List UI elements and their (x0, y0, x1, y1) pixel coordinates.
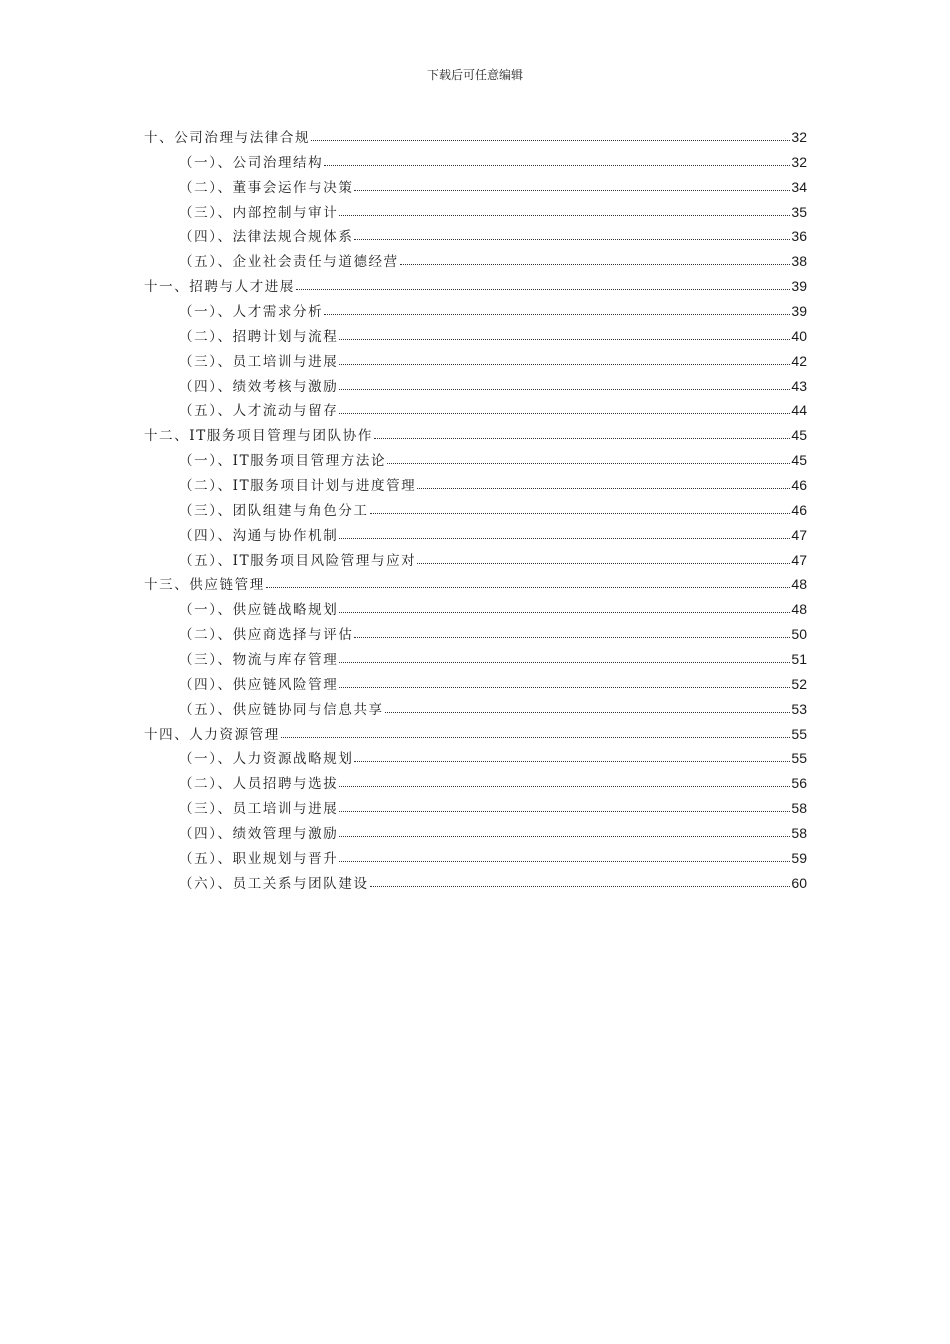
toc-entry-title: （二）、IT服务项目计划与进度管理 (179, 478, 417, 495)
toc-dot-leader (324, 154, 790, 166)
toc-dot-leader (339, 204, 790, 216)
toc-chapter-entry[interactable] (144, 424, 807, 449)
toc-entry-title: （五）、人才流动与留存 (179, 403, 339, 420)
toc-page-number: 47 (791, 551, 807, 568)
toc-section-entry[interactable] (144, 747, 807, 772)
toc-page-number: 52 (791, 675, 807, 692)
toc-entry-title: （二）、供应商选择与评估 (179, 627, 354, 644)
toc-dot-leader (339, 800, 790, 812)
toc-section-entry[interactable] (144, 524, 807, 549)
toc-dot-leader (387, 452, 790, 464)
toc-page-number: 48 (791, 576, 807, 593)
toc-dot-leader (339, 676, 790, 688)
toc-page-number: 32 (791, 153, 807, 170)
toc-entry-title: （四）、绩效考核与激励 (179, 378, 339, 395)
toc-dot-leader (370, 502, 791, 514)
toc-section-entry[interactable] (144, 598, 807, 623)
toc-page-number: 60 (791, 874, 807, 891)
toc-section-entry[interactable] (144, 350, 807, 375)
toc-page-number: 45 (791, 427, 807, 444)
toc-page-number: 42 (791, 352, 807, 369)
toc-page-number: 38 (791, 253, 807, 270)
toc-entry-title: 十、公司治理与法律合规 (144, 130, 311, 146)
toc-page-number: 32 (791, 129, 807, 145)
toc-entry-title: （五）、IT服务项目风险管理与应对 (179, 552, 417, 569)
toc-dot-leader (400, 254, 791, 266)
toc-entry-title: （四）、绩效管理与激励 (179, 826, 339, 843)
toc-entry-title: （二）、招聘计划与流程 (179, 328, 339, 345)
toc-section-entry[interactable] (144, 797, 807, 822)
toc-page-number: 55 (791, 725, 807, 742)
toc-entry-title: （三）、员工培训与进展 (179, 801, 339, 818)
toc-entry-title: （四）、供应链风险管理 (179, 676, 339, 693)
toc-dot-leader (354, 179, 790, 191)
table-of-contents (144, 126, 807, 897)
toc-entry-title: （五）、职业规划与晋升 (179, 850, 339, 867)
toc-section-entry[interactable] (144, 772, 807, 797)
toc-dot-leader (281, 726, 791, 738)
toc-page-number: 34 (791, 178, 807, 195)
toc-entry-title: 十四、人力资源管理 (144, 726, 280, 743)
header-note: 下载后可任意编辑 (426, 68, 523, 82)
toc-dot-leader (354, 626, 790, 638)
toc-entry-title: 十三、供应链管理 (144, 577, 265, 594)
toc-page-number: 44 (791, 402, 807, 419)
toc-page-number: 47 (791, 526, 807, 543)
toc-section-entry[interactable] (144, 499, 807, 524)
toc-section-entry[interactable] (144, 872, 807, 897)
toc-section-entry[interactable] (144, 225, 807, 250)
toc-section-entry[interactable] (144, 449, 807, 474)
toc-entry-title: （一）、IT服务项目管理方法论 (179, 453, 387, 470)
toc-dot-leader (266, 577, 791, 589)
toc-dot-leader (417, 552, 790, 564)
toc-section-entry[interactable] (144, 474, 807, 499)
toc-page-number: 43 (791, 377, 807, 394)
toc-page-number: 46 (791, 477, 807, 494)
toc-page-number: 46 (791, 501, 807, 518)
toc-chapter-entry[interactable] (144, 275, 807, 300)
toc-dot-leader (354, 229, 790, 241)
toc-entry-title: 十一、招聘与人才进展 (144, 279, 295, 296)
toc-page-number: 59 (791, 849, 807, 866)
toc-section-entry[interactable] (144, 399, 807, 424)
toc-entry-title: （一）、公司治理结构 (179, 154, 324, 171)
toc-dot-leader (339, 602, 790, 614)
toc-page-number: 58 (791, 825, 807, 842)
toc-section-entry[interactable] (144, 822, 807, 847)
toc-entry-title: （四）、法律法规合规体系 (179, 229, 354, 246)
toc-dot-leader (339, 850, 790, 862)
toc-entry-title: （一）、人才需求分析 (179, 304, 324, 321)
toc-dot-leader (417, 477, 790, 489)
toc-page-number: 53 (791, 700, 807, 717)
toc-dot-leader (339, 328, 790, 340)
toc-page-number: 58 (791, 800, 807, 817)
toc-entry-title: 十二、IT服务项目管理与团队协作 (144, 428, 373, 445)
toc-dot-leader (374, 428, 790, 440)
toc-entry-title: （三）、员工培训与进展 (179, 353, 339, 370)
toc-entry-title: （二）、董事会运作与决策 (179, 179, 354, 196)
toc-dot-leader (339, 825, 790, 837)
toc-dot-leader (370, 875, 791, 887)
toc-section-entry[interactable] (144, 698, 807, 723)
toc-page-number: 50 (791, 626, 807, 643)
toc-dot-leader (311, 129, 790, 141)
toc-dot-leader (354, 751, 790, 763)
toc-entry-title: （六）、员工关系与团队建设 (179, 875, 369, 892)
toc-entry-title: （二）、人员招聘与选拔 (179, 776, 339, 793)
toc-chapter-entry[interactable] (144, 573, 807, 598)
toc-section-entry[interactable] (144, 176, 807, 201)
toc-page-number: 39 (791, 303, 807, 320)
toc-entry-title: （一）、人力资源战略规划 (179, 751, 354, 768)
toc-dot-leader (339, 403, 790, 415)
toc-entry-title: （四）、沟通与协作机制 (179, 527, 339, 544)
toc-page-number: 48 (791, 601, 807, 618)
toc-section-entry[interactable] (144, 673, 807, 698)
toc-section-entry[interactable] (144, 201, 807, 226)
toc-dot-leader (339, 527, 790, 539)
toc-section-entry[interactable] (144, 151, 807, 176)
toc-page-number: 39 (791, 278, 807, 295)
toc-dot-leader (339, 378, 790, 390)
toc-page-number: 45 (791, 452, 807, 469)
toc-page-number: 55 (791, 750, 807, 767)
toc-entry-title: （三）、物流与库存管理 (179, 652, 339, 669)
toc-chapter-entry[interactable] (144, 723, 807, 748)
toc-dot-leader (324, 303, 790, 315)
toc-entry-title: （一）、供应链战略规划 (179, 602, 339, 619)
toc-entry-title: （三）、团队组建与角色分工 (179, 502, 369, 519)
toc-chapter-entry[interactable] (144, 126, 807, 151)
toc-entry-title: （三）、内部控制与审计 (179, 204, 339, 221)
toc-dot-leader (339, 651, 790, 663)
toc-section-entry[interactable] (144, 847, 807, 872)
toc-page-number: 51 (791, 651, 807, 668)
toc-page-number: 36 (791, 228, 807, 245)
toc-section-entry[interactable] (144, 648, 807, 673)
toc-dot-leader (339, 776, 790, 788)
toc-page-number: 35 (791, 203, 807, 220)
toc-section-entry[interactable] (144, 375, 807, 400)
toc-section-entry[interactable] (144, 300, 807, 325)
toc-page-number: 56 (791, 775, 807, 792)
toc-dot-leader (296, 278, 790, 290)
toc-dot-leader (339, 353, 790, 365)
toc-section-entry[interactable] (144, 623, 807, 648)
toc-entry-title: （五）、企业社会责任与道德经营 (179, 254, 399, 271)
toc-page-number: 40 (791, 327, 807, 344)
toc-section-entry[interactable] (144, 549, 807, 574)
toc-section-entry[interactable] (144, 250, 807, 275)
toc-section-entry[interactable] (144, 325, 807, 350)
toc-dot-leader (385, 701, 791, 713)
toc-entry-title: （五）、供应链协同与信息共享 (179, 701, 384, 718)
